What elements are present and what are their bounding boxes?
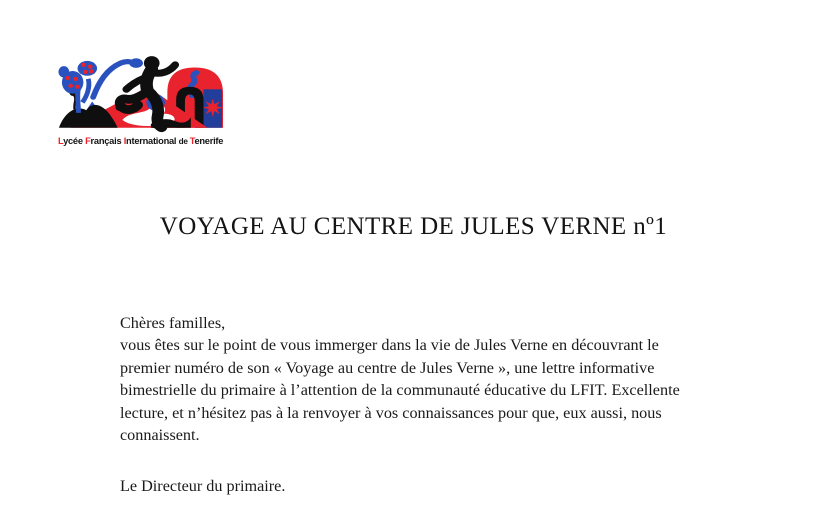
wordmark-initial-t: T <box>189 136 195 146</box>
body-line: bimestrielle du primaire à l’attention de la communauté éducative du LFIT. Excellente <box>120 381 680 399</box>
wordmark-initial-f: F <box>85 136 91 146</box>
body-line: connaissent. <box>120 426 200 444</box>
body-line: vous êtes sur le point de vous immerger dans la vie de Jules Verne en découvrant le <box>120 336 659 354</box>
logo-wordmark <box>58 136 228 146</box>
greeting-line: Chères familles, <box>120 314 226 333</box>
wordmark-text: ycée <box>63 136 86 146</box>
wordmark-text-de: de <box>178 137 190 146</box>
wordmark-initial-l: L <box>58 136 64 146</box>
wordmark-initial-i: I <box>123 136 127 146</box>
logo-artwork <box>58 50 224 133</box>
school-logo <box>58 50 228 146</box>
body-line: lecture, et n’hésitez pas à la renvoyer à vos connaissances pour que, eux aussi, nous <box>120 403 662 422</box>
closing-line: Le Directeur du primaire. <box>120 477 286 496</box>
logo-starburst-shape <box>203 98 224 116</box>
wordmark-text: nternational <box>126 136 179 146</box>
wordmark-text: enerife <box>194 136 224 146</box>
wordmark-text: rançais <box>90 136 124 146</box>
body-paragraph <box>120 334 760 447</box>
document-title: VOYAGE AU CENTRE DE JULES VERNE nº1 <box>159 213 668 240</box>
body-line: premier numéro de son « Voyage au centre de Jules Verne », une lettre informative <box>120 358 655 377</box>
